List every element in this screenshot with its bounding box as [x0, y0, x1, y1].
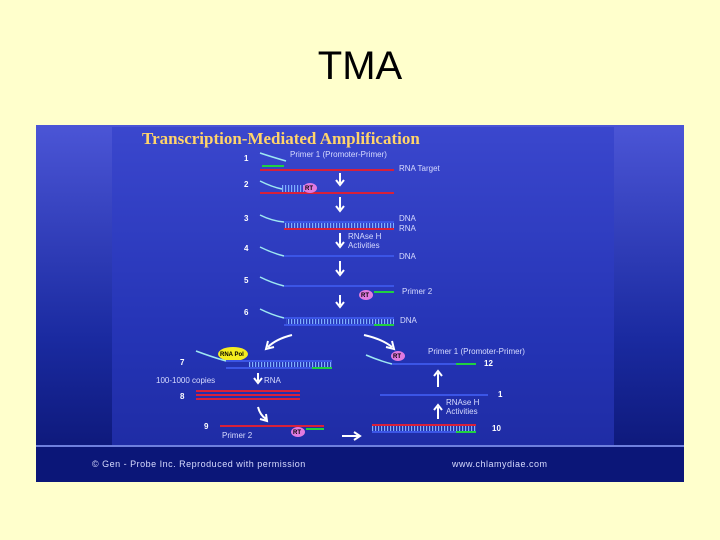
dna-label: DNA [400, 316, 417, 325]
rna-label: RNA [399, 224, 416, 233]
activities-label: Activities [348, 241, 380, 250]
website-text: www.chlamydiae.com [452, 459, 548, 469]
ladder-segment [286, 319, 394, 324]
ladder-segment [372, 426, 476, 431]
step-number: 10 [492, 424, 501, 433]
primer1-label: Primer 1 (Promoter-Primer) [290, 150, 387, 159]
credit-text: © Gen - Probe Inc. Reproduced with permission [92, 459, 306, 469]
step-number: 4 [244, 244, 249, 253]
diagram-heading: Transcription-Mediated Amplification [142, 129, 420, 148]
rnase-h-label: RNAse H [446, 398, 480, 407]
rna-pol-label: RNA Pol [220, 352, 244, 358]
step-number: 2 [244, 180, 249, 189]
ladder-segment [284, 223, 394, 228]
rnase-h-label: RNAse H [348, 232, 382, 241]
step-number: 12 [484, 359, 493, 368]
ladder-segment [282, 185, 304, 192]
slide-title: TMA [317, 44, 403, 88]
dna-label: DNA [399, 252, 416, 261]
copies-label: 100-1000 copies [156, 376, 216, 385]
ladder-segment [248, 362, 332, 367]
step-number: 1 [498, 390, 503, 399]
rna-label: RNA [264, 376, 281, 385]
step-number: 7 [180, 358, 185, 367]
primer2-label: Primer 2 [402, 287, 433, 296]
tma-diagram [36, 125, 684, 482]
step-number: 6 [244, 308, 249, 317]
primer1-label: Primer 1 (Promoter-Primer) [428, 347, 525, 356]
rt-label: RT [393, 354, 401, 360]
rt-label: RT [293, 430, 301, 436]
step-number: 8 [180, 392, 185, 401]
step-number: 5 [244, 276, 249, 285]
step-number: 9 [204, 422, 209, 431]
primer2-label: Primer 2 [222, 431, 253, 440]
rt-label: RT [361, 293, 369, 299]
dna-label: DNA [399, 214, 416, 223]
activities-label: Activities [446, 407, 478, 416]
step-number: 1 [244, 154, 249, 163]
step-number: 3 [244, 214, 249, 223]
rna-target-label: RNA Target [399, 164, 440, 173]
rt-label: RT [305, 186, 313, 192]
